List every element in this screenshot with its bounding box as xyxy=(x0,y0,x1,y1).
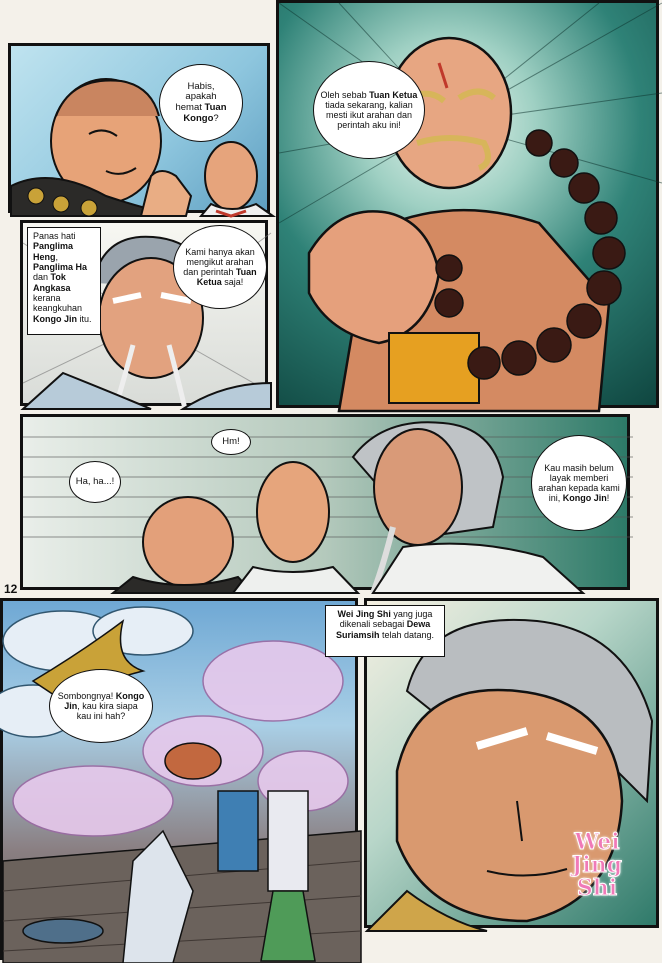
speech-bubble-refusal xyxy=(173,225,267,309)
bubble-text: Habis, apakah hemat Tuan Kongo? xyxy=(175,80,227,124)
name-line-3: Shi xyxy=(576,875,618,902)
panel-1-art xyxy=(11,46,273,216)
panel-3 xyxy=(20,220,268,406)
caption-text: Wei Jing Shi yang juga dikenali sebagai Dewa Suriamsih telah datang. xyxy=(335,609,435,640)
panel-2 xyxy=(276,0,659,408)
narration-caption-arrival xyxy=(325,605,445,657)
speech-bubble-kongo-order xyxy=(313,61,425,159)
character-name-title xyxy=(557,831,637,900)
bubble-text: Ha, ha...! xyxy=(75,475,115,487)
bubble-text: Kau masih belum layak memberi arahan kepada kami ini, Kongo Jin! xyxy=(538,462,620,504)
bubble-text: Oleh sebab Tuan Ketua tiada sekarang, kalian mesti ikut arahan dan perintah aku ini! xyxy=(320,89,418,131)
name-line-1: Wei xyxy=(574,829,620,855)
narration-caption-anger xyxy=(27,227,101,335)
panel-4 xyxy=(20,414,630,590)
speech-bubble-not-worthy xyxy=(531,435,627,531)
panel-6 xyxy=(335,598,659,928)
panel-2-art xyxy=(279,3,662,411)
page-number: 12 xyxy=(4,582,18,596)
speech-bubble-arrogant xyxy=(49,669,153,743)
panel-1 xyxy=(8,43,270,213)
caption-text: Panas hati Panglima Heng, Panglima Ha dan Tok Angkasa kerana keangkuhan Kongo Jin itu. xyxy=(33,231,92,324)
speech-bubble-laugh xyxy=(69,461,121,503)
name-line-2: Jing xyxy=(571,852,623,879)
speech-bubble-hm xyxy=(211,429,251,455)
panel-5 xyxy=(0,598,358,960)
bubble-text: Hm! xyxy=(222,435,240,447)
speech-bubble-kongo-question xyxy=(159,64,243,142)
bubble-text: Kami hanya akan mengikut arahan dan perintah Tuan Ketua saja! xyxy=(183,246,257,288)
panel-5-art xyxy=(3,601,361,963)
bubble-text: Sombongnya! Kongo Jin, kau kira siapa kau ini hah? xyxy=(57,690,145,722)
